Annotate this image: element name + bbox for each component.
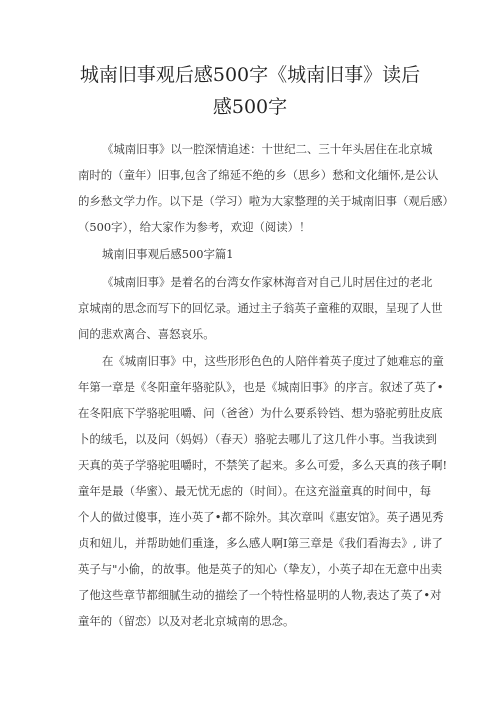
body-line-13: 天真的英子学骆驼咀嚼时，不禁笑了起来。多么可爱，多么天真的孩子啊! [78,458,448,472]
body-line-11: 在冬阳底下学骆驼咀嚼、问（爸爸）为什么要系铃铛、想为骆驼剪肚皮底 [78,406,443,420]
body-line-8: 间的悲欢离合、喜怒哀乐。 [78,327,215,341]
body-line-4: （500字），给大家作为参考，欢迎（阅读）！ [78,220,311,234]
body-line-17: 英子与"小偷，的故事。他是英子的知心（挚友），小英子却在无意中出卖 [78,562,443,576]
body-line-19: 童年的（留恋）以及对老北京城南的思念。 [78,614,295,628]
body-line-3: 的乡愁文学力作。以下是（学习）啦为大家整理的关于城南旧事（观后感） [78,194,454,208]
body-line-1: 《城南旧事》以一腔深情追述：十世纪二、三十年头居住在北京城 [102,142,433,156]
body-line-10: 年第一章是《冬阳童年骆驼队》，也是《城南旧事》的序言。叙述了英了• [78,380,444,394]
document-title-line-1: 城南旧事观后感500字《城南旧事》读后 [79,64,421,86]
body-line-15: 个人的做过傻事，连小英了•都不除外。其次章叫《惠安馆》。英子遇见秀 [78,510,444,524]
body-line-18: 了他这些章节都细腻生动的描绘了一个特性格显明的人物,表达了英了•对 [78,588,442,602]
body-line-14: 童年是最（华蜜）、最无忧无虑的（时间）。在这充溢童真的时间中，每 [78,484,432,498]
body-line-12: 卜的绒毛，以及问（妈妈）（春天）骆驼去哪儿了这几件小事。当我读到 [78,432,437,446]
document-title-line-2: 感500字 [212,96,288,118]
body-line-16: 贞和妞儿，并帮助她们重逢，多么感人啊I第三章是《我们看海去》, 讲了 [78,536,443,550]
section-heading: 城南旧事观后感500字篇1 [102,247,234,261]
body-line-6: 《城南旧事》是着名的台湾女作家林海音对自己儿时居住过的老北 [102,275,433,289]
body-line-9: 在《城南旧事》中，这些形形色色的人陪伴着英子度过了她难忘的童 [102,354,444,368]
body-line-2: 南时的（童年）旧事,包含了绵延不绝的乡（思乡）愁和文化缅怀,是公认 [78,168,439,182]
body-line-7: 京城南的思念而写下的回忆录。通过主子翁英子童稚的双眼，呈现了人世 [78,301,443,315]
